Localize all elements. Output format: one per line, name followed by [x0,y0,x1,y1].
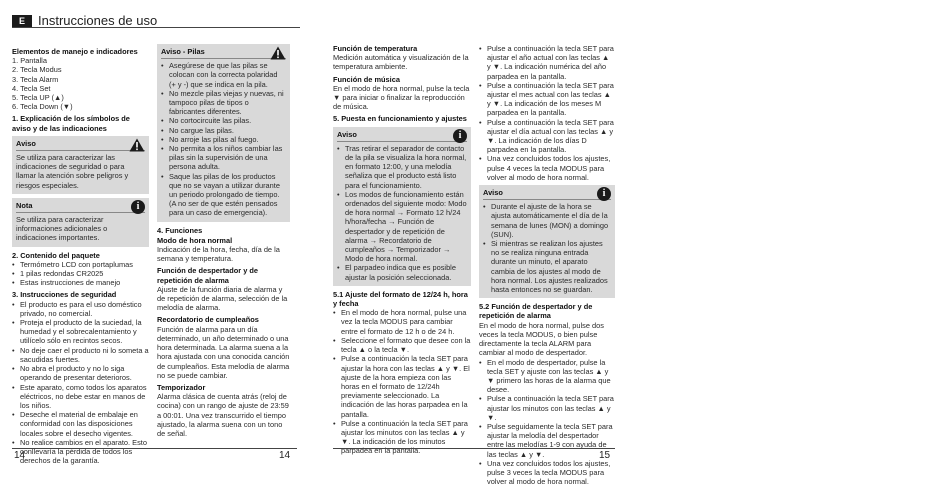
footer-rule-right [333,448,615,449]
alarm-text: Ajuste de la función diaria de alarma y de repetición de alarma, selección de la melodía de alarma. [157,284,288,313]
aviso-title: Aviso [483,188,611,200]
alarm-item: • Una vez concluidos todos los ajustes, pulse 3 veces la tecla MODUS para volver al modo de hora normal. [479,459,615,486]
temperature-heading: Función de temperatura [333,44,418,53]
format-item: • En el modo de hora normal, pulse una vez la tecla MODUS para cambiar entre el formato de 12 h o de 24 h. [333,308,471,336]
music-heading: Función de música [333,74,400,84]
format-heading: 5.1 Ajuste del formato de 12/24 h, hora y fecha [333,289,468,309]
safety-heading: 3. Instrucciones de seguridad [12,290,117,300]
settings-item: • Una vez concluidos todos los ajustes, pulse 4 veces la tecla MODUS para volver al modo de hora normal. [479,154,615,182]
birthday-heading: Recordatorio de cumpleaños [157,315,259,325]
aviso-box [479,185,615,298]
contents-item: • 1 pilas redondas CR2025 [12,269,149,278]
alarm-setup-text: En el modo de hora normal, pulse dos veces la tecla MODUS, o bien pulse directamente la tecla ALARM para cambiar al modo de despertador. [479,320,604,358]
element-item: 4. Tecla Set [12,83,51,93]
pilas-title: Aviso - Pilas [161,47,286,59]
page-number-right: 15 [599,450,611,461]
safety-item: • Deseche el material de embalaje en conformidad con las disposiciones locales sobre el desecho vigentes. [12,410,149,438]
element-item: 6. Tecla Down (▼) [12,102,73,112]
settings-item: • Pulse a continuación la tecla SET para ajustar el mes actual con las teclas ▲ y ▼. La indicación de los meses M parpadea en la pantalla. [479,81,615,118]
element-item: 1. Pantalla [12,56,47,66]
aviso-item: • El parpadeo indica que es posible ajustar la posición seleccionada. [337,263,467,281]
mode-text: Indicación de la hora, fecha, día de la semana y temperatura. [157,245,280,264]
birthday-text: Función de alarma para un día determinado, un año determinado o una hora determinada. La alarma suena a la hora ajustada con una conocida canción de cumpleaños. Esta melodía de alarma no se puede cambiar. [157,324,290,380]
safety-item: • No deje caer el producto ni lo someta a sacudidas fuertes. [12,346,149,364]
aviso-item: • Durante el ajuste de la hora se ajusta automáticamente el día de la semana de lunes (MON) a domingo (SUN). [483,202,611,239]
footer-rule-left [12,448,297,449]
header-rule [12,27,300,28]
nota-title: Nota [16,201,145,213]
aviso-item: • Si mientras se realizan los ajustes no se realiza ninguna entrada durante un minuto, el aparato cambia de los ajustes al modo de hora normal. Los ajustes realizados hasta entonces no se guardan. [483,239,611,294]
symbols-heading: 1. Explicación de los símbolos de aviso y de las indicaciones [12,114,130,133]
aviso-item: • Los modos de funcionamiento están ordenados del siguiente modo: Modo de hora normal → Formato 12 h/24 h/hora/fecha → Función de despertador y de repetición de alarma → Recordatorio de cumpleaños → Temporizador → Modo de hora normal. [337,190,467,264]
contents-heading: 2. Contenido del paquete [12,250,100,260]
page-number-center: 14 [279,450,291,461]
page-header [12,13,157,28]
aviso-title: Aviso [337,130,467,142]
alarm-setup-heading: 5.2 Función de despertador y de repetición de alarma [479,302,593,321]
format-item: • Pulse a continuación la tecla SET para ajustar los minutos con las teclas ▲ y ▼. La indicación de los minutos parpadea en la pantalla. [333,419,471,456]
timer-heading: Temporizador [157,382,206,392]
contents-item: • Termómetro LCD con portaplumas [12,260,149,269]
aviso-title: Aviso [16,139,145,151]
alarm-heading: Función de despertador y de repetición de alarma [157,266,259,285]
contents-item: • Estas instrucciones de manejo [12,278,149,287]
pilas-item: • Saque las pilas de los productos que no se vayan a utilizar durante un periodo prolongado de tiempo. (A no ser de que estén pensados para un caso de emergencia). [161,172,286,218]
warning-icon [270,46,286,60]
pilas-item: • No permita a los niños cambiar las pilas sin la supervisión de una persona adulta. [161,144,286,172]
element-item: 2. Tecla Modus [12,65,62,75]
pilas-item: • No cortocircuite las pilas. [161,116,286,125]
pilas-item: • Asegúrese de que las pilas se colocan con la correcta polaridad (+ y -) que se indica en la pila. [161,61,286,89]
pilas-item: • No arroje las pilas al fuego. [161,135,286,144]
mode-heading: Modo de hora normal [157,235,233,245]
format-item: • Seleccione el formato que desee con la tecla ▲ o la tecla ▼. [333,336,471,354]
music-text: En el modo de hora normal, pulse la tecla ▼ para iniciar o finalizar la reproducción de música. [333,83,470,112]
temperature-text: Medición automática y visualización de la temperatura ambiente. [333,53,469,72]
aviso-item: • Tras retirar el separador de contacto de la pila se visualiza la hora normal, en formato 12:00, y una melodía señaliza que el producto está listo para el funcionamiento. [337,144,467,190]
language-badge: E [12,15,32,27]
column-4 [479,44,615,486]
pilas-box [157,44,290,222]
aviso-box [333,127,471,286]
page-number-left: 14 [14,450,26,461]
page-title: Instrucciones de uso [38,13,158,28]
element-item: 3. Tecla Alarm [12,74,59,84]
aviso-text: Se utiliza para caracterizar las indicaciones de seguridad o para llamar la atención sobre peligros y riesgos especiales. [16,153,129,190]
safety-item: • Este aparato, como todos los aparatos eléctricos, no debe estar en manos de los niños. [12,383,149,411]
column-2 [157,44,290,438]
alarm-item: • En el modo de despertador, pulse la tecla SET y ajuste con las teclas ▲ y ▼ primero las horas de la alarma que desee. [479,358,615,395]
pilas-item: • No cargue las pilas. [161,126,286,135]
safety-item: • No abra el producto y no lo siga operando de presentar deterioros. [12,364,149,382]
safety-item: • El producto es para el uso doméstico privado, no comercial. [12,300,149,318]
info-icon: i [453,129,467,143]
functions-heading: 4. Funciones [157,225,203,235]
info-icon: i [131,200,145,214]
nota-box [12,198,149,247]
safety-item: • No realice cambios en el aparato. Esto conllevaría la pérdida de todos los derechos de la garantía. [12,438,149,466]
timer-text: Alarma clásica de cuenta atrás (reloj de cocina) con un rango de ajuste de 23:59 a 00:01. Una vez transcurrido el tiempo ajustado, la alarma suena con un tono de señal. [157,392,289,438]
elements-heading: Elementos de manejo e indicadores [12,47,138,56]
safety-item: • Proteja el producto de la suciedad, la humedad y el sobrecalentamiento y utilícelo sólo en recintos secos. [12,318,149,346]
column-1 [12,44,149,465]
pilas-item: • No mezcle pilas viejas y nuevas, ni tampoco pilas de tipos o fabricantes diferentes. [161,89,286,117]
nota-text: Se utiliza para caracterizar informaciones adicionales o indicaciones importantes. [16,215,108,243]
aviso-box [12,136,149,194]
column-3 [333,44,471,456]
settings-item: • Pulse a continuación la tecla SET para ajustar el año actual con las teclas ▲ y ▼. La indicación numérica del año parpadea en la pantalla. [479,44,615,81]
info-icon: i [597,187,611,201]
alarm-item: • Pulse seguidamente la tecla SET para ajustar la melodía del despertador entre las melodías 1-9 con ayuda de las teclas ▲ y ▼. [479,422,615,459]
element-item: 5. Tecla UP (▲) [12,93,64,103]
format-item: • Pulse a continuación la tecla SET para ajustar la hora con las teclas ▲ y ▼. El ajuste de la hora empieza con las horas en el formato de 12/24h previamente seleccionado. La indicación de las horas parpadea en la pantalla. [333,354,471,418]
settings-item: • Pulse a continuación la tecla SET para ajustar el día actual con las teclas ▲ y ▼. La indicación de los días D parpadea en la pantalla. [479,118,615,155]
warning-icon [129,138,145,152]
alarm-item: • Pulse a continuación la tecla SET para ajustar los minutos con las teclas ▲ y ▼. [479,394,615,422]
startup-heading: 5. Puesta en funcionamiento y ajustes [333,114,467,124]
